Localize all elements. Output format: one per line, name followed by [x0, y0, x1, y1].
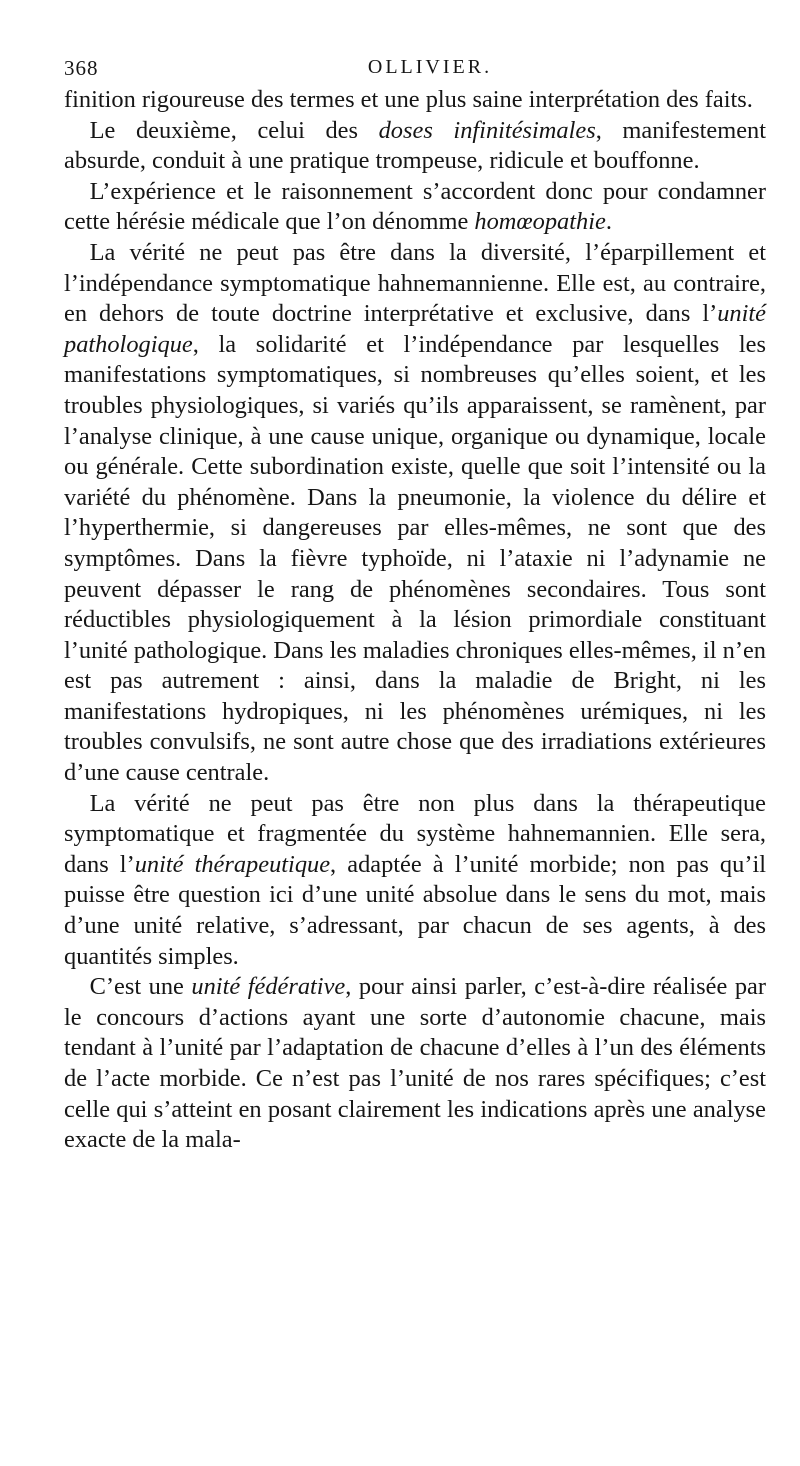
- italic-phrase: unité fédérative: [191, 973, 346, 1001]
- italic-phrase: unité thérapeutique: [134, 850, 331, 878]
- paragraph: [64, 972, 766, 1156]
- text-run: , pour ainsi parler, c’est-à-dire réalisée par le concours d’actions ayant une sorte d’autonomie chacune, mais tendant à l’unité par l’adaptation de chacune d’elles à l’un des éléments de l’acte morbide. Ce n’est pas l’unité de nos rares spécifiques; c’est celle qui s’atteint en posant clairement les indications après une analyse exacte de la mala-: [64, 973, 766, 1154]
- paragraph: [64, 177, 766, 238]
- italic-phrase: homœopathie: [474, 208, 606, 236]
- paragraph: [64, 116, 766, 177]
- paragraph: [64, 85, 766, 116]
- italic-phrase: doses infinitésimales: [378, 116, 596, 144]
- text-run: L’expérience et le raisonnement s’accordent donc pour condamner cette hérésie médicale que l’on dénomme: [64, 177, 766, 236]
- text-run: finition rigoureuse des termes et une plus saine interprétation des faits.: [64, 86, 753, 113]
- running-title: OLLIVIER.: [367, 56, 493, 78]
- paragraph: [64, 789, 766, 973]
- text-run: C’est une: [89, 973, 192, 1001]
- text-run: , manifestement absurde, conduit à une pratique trompeuse, ridicule et bouffonne.: [64, 116, 766, 175]
- body-text: [64, 85, 766, 1156]
- text-run: La vérité ne peut pas être dans la diversité, l’éparpillement et l’indépendance symptomatique hahnemannienne. Elle est, au contraire, en dehors de toute doctrine interprétative et exclusive, dans l’: [64, 238, 766, 328]
- page-number: 368: [64, 56, 99, 80]
- paragraph: [64, 238, 766, 789]
- text-run: Le deuxième, celui des: [89, 116, 379, 144]
- text-run: , adaptée à l’unité morbide; non pas qu’il puisse être question ici d’une unité absolue dans le sens du mot, mais d’une unité relative, s’adressant, par chacun de ses agents, à des quantités simples.: [64, 850, 766, 970]
- text-run: .: [605, 208, 612, 236]
- text-run: La vérité ne peut pas être non plus dans la thérapeutique symptomatique et fragmentée du système hahnemannien. Elle sera, dans l’: [64, 789, 766, 878]
- text-run: , la solidarité et l’indépendance par lesquelles les manifestations symptomatiques, si nombreuses qu’elles soient, et les troubles physiologiques, si variés qu’ils apparaissent, se ramènent, par l’analyse clinique, à une cause unique, organique ou dynamique, locale ou générale. Cette subordination existe, quelle que soit l’intensité ou la variété du phénomène. Dans la pneumonie, la violence du délire et l’hyperthermie, si dangereuses par elles-mêmes, ne sont que des symptômes. Dans la fièvre typhoïde, ni l’ataxie ni l’adynamie ne peuvent dépasser le rang de phénomènes secondaires. Tous sont réductibles physiologiquement à la lésion primordiale constituant l’unité pathologique. Dans les maladies chroniques elles-mêmes, il n’en est pas autrement : ainsi, dans la maladie de Bright, ni les manifestations hydropiques, ni les phénomènes urémiques, ni les troubles convulsifs, ne sont autre chose que des irradiations extérieures d’une cause centrale.: [64, 330, 766, 787]
- italic-phrase: unité pathologique: [64, 300, 766, 358]
